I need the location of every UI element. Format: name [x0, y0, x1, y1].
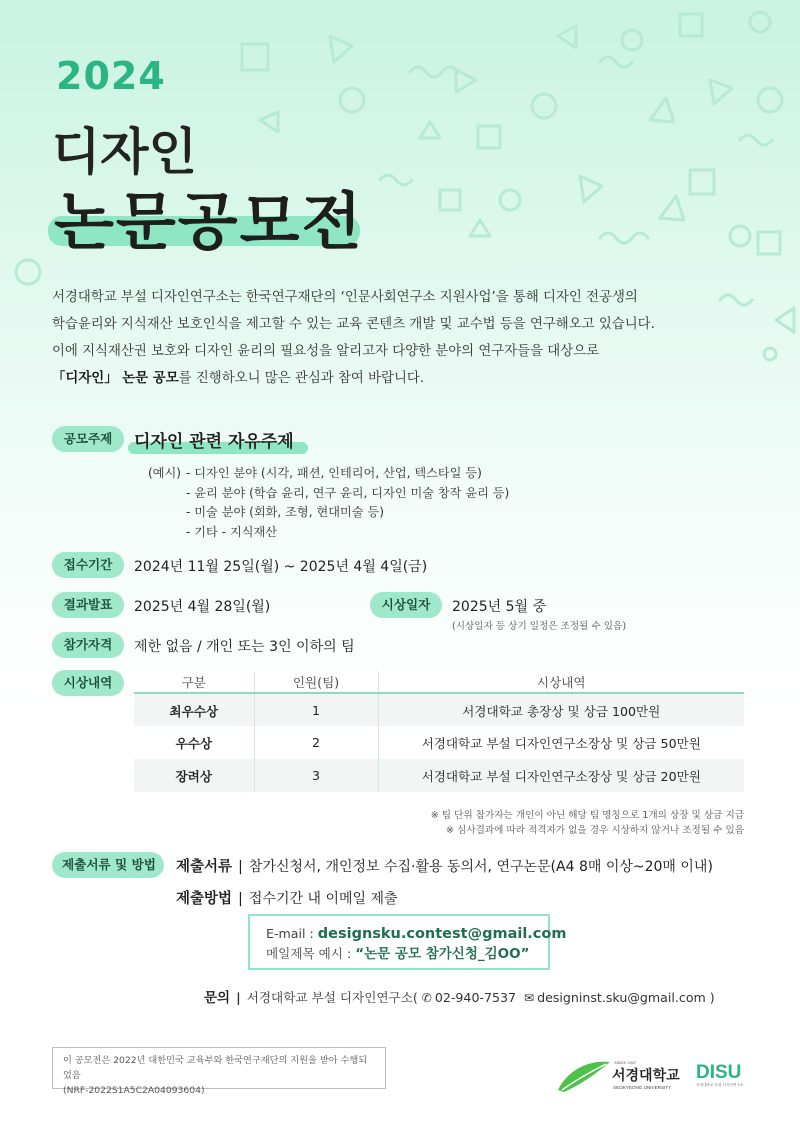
intro-text	[52, 284, 742, 392]
method-separator: |	[238, 891, 243, 907]
contact-org: 서경대학교 부설 디자인연구소(	[246, 990, 418, 1005]
award-date-note: (시상일자 등 상기 일정은 조정될 수 있음)	[452, 621, 627, 632]
col-header-award: 시상내역	[378, 671, 744, 693]
title-line2-wrap	[48, 172, 363, 261]
result-value: 2025년 4월 28일(월)	[134, 599, 271, 615]
footer-line2: (NRF-2022S1A5C2A04093604)	[63, 1085, 205, 1096]
prize-count: 1	[254, 693, 378, 726]
intro-line1: 서경대학교 부설 디자인연구소는 한국연구재단의 ‘인문사회연구소 지원사업’을 통해 디자인 전공생의	[52, 290, 638, 305]
example-item: - 미술 분야 (회화, 조형, 현대미술 등)	[186, 505, 384, 519]
prize-count: 3	[254, 759, 378, 792]
logo-since: SINCE 1947	[614, 1060, 637, 1065]
prize-table	[134, 671, 744, 792]
prize-award: 서경대학교 총장상 및 상금 100만원	[378, 693, 744, 726]
subject-label: 메일제목 예시 :	[266, 946, 352, 961]
prize-notes	[431, 808, 744, 838]
phone-icon: ✆	[421, 991, 432, 1005]
subject-line	[266, 944, 532, 964]
example-item: - 디자인 분야 (시각, 패션, 인테리어, 산업, 텍스타일 등)	[186, 466, 482, 480]
method-value: 접수기간 내 이메일 제출	[248, 891, 398, 907]
intro-line4	[52, 365, 742, 392]
example-label: (예시)	[148, 466, 182, 480]
method-label: 제출방법	[176, 891, 233, 907]
table-row	[134, 726, 744, 759]
prize-name: 장려상	[134, 759, 254, 792]
result-tag: 결과발표	[52, 592, 124, 618]
docs-separator: |	[238, 859, 243, 875]
intro-line3: 이에 지식재산권 보호와 디자인 윤리의 필요성을 알리고자 다양한 분야의 연구자들을 대상으로	[52, 344, 600, 359]
prize-award: 서경대학교 부설 디자인연구소장상 및 상금 20만원	[378, 759, 744, 792]
logo-disu-sub: 서경대학교 부설 디자인연구소	[696, 1083, 744, 1087]
contact-label: 문의	[204, 990, 231, 1006]
intro-line4-bold: 「디자인」 논문 공모	[52, 371, 179, 386]
contact-phone[interactable]: 02-940-7537	[434, 990, 517, 1005]
email-line	[266, 924, 567, 944]
example-list	[186, 464, 509, 542]
contact-row	[204, 986, 715, 1006]
title-line1: 디자인	[52, 123, 197, 181]
logo-disu-text: DISU	[696, 1062, 742, 1083]
topic-value: 디자인 관련 자유주제	[134, 432, 294, 452]
prize-count: 2	[254, 726, 378, 759]
year: 2024	[56, 54, 166, 98]
mail-icon: ✉	[524, 991, 535, 1005]
col-header-count: 인원(팀)	[254, 671, 378, 693]
col-header-category: 구분	[134, 671, 254, 693]
prize-note: ※ 심사결과에 따라 적격자가 없을 경우 시상하지 않거나 조정될 수 있음	[445, 825, 744, 836]
logo-sku-english: SEOKYEONG UNIVERSITY	[613, 1085, 672, 1090]
prize-award: 서경대학교 부설 디자인연구소장상 및 상금 50만원	[378, 726, 744, 759]
disu-logo	[694, 1058, 754, 1094]
contact-separator: |	[236, 990, 241, 1005]
docs-label: 제출서류	[176, 859, 233, 875]
example-item: - 윤리 분야 (학습 윤리, 연구 윤리, 디자인 미술 창작 윤리 등)	[186, 485, 510, 500]
docs-value: 참가신청서, 개인정보 수집·활용 동의서, 연구논문(A4 8매 이상~20매 이내)	[248, 859, 713, 875]
email-label: E-mail :	[266, 926, 314, 941]
subject-example: “논문 공모 참가신청_김OO”	[355, 946, 530, 962]
logo-sku-name: 서경대학교	[612, 1068, 680, 1084]
prizes-tag: 시상내역	[52, 670, 124, 696]
award-date-tag: 시상일자	[370, 592, 442, 618]
period-value: 2024년 11월 25일(월) ~ 2025년 4월 4일(금)	[134, 559, 428, 575]
title-line2: 논문공모전	[54, 185, 364, 258]
method-row	[176, 887, 398, 908]
footer-line1: 이 공모전은 2022년 대한민국 교육부와 한국연구재단의 지원을 받아 수행되었음	[63, 1055, 368, 1081]
table-row	[134, 759, 744, 792]
table-header-row	[134, 671, 744, 693]
email-box	[248, 914, 567, 970]
topic-tag: 공모주제	[52, 426, 124, 452]
eligibility-value: 제한 없음 / 개인 또는 3인 이하의 팀	[134, 639, 355, 655]
prize-name: 최우수상	[134, 693, 254, 726]
contact-email[interactable]: designinst.sku@gmail.com )	[537, 990, 715, 1005]
prize-name: 우수상	[134, 726, 254, 759]
intro-line4-rest: 를 진행하오니 많은 관심과 참여 바랍니다.	[178, 371, 425, 386]
period-tag: 접수기간	[52, 552, 124, 578]
eligibility-tag: 참가자격	[52, 632, 124, 658]
award-date-value: 2025년 5월 중	[452, 599, 547, 615]
footer-note	[52, 1047, 386, 1096]
table-row	[134, 693, 744, 726]
prize-note: ※ 팀 단위 참가자는 개인이 아닌 해당 팀 명칭으로 1개의 상장 및 상금 지급	[430, 810, 744, 821]
example-item: - 기타 - 지식재산	[186, 524, 278, 539]
seokyeong-university-logo	[556, 1056, 686, 1096]
docs-row	[176, 855, 713, 876]
email-address[interactable]: designsku.contest@gmail.com	[317, 926, 567, 942]
intro-line2: 학습윤리와 지식재산 보호인식을 제고할 수 있는 교육 콘텐츠 개발 및 교수법 등을 연구해오고 있습니다.	[52, 317, 655, 332]
submission-tag: 제출서류 및 방법	[52, 852, 164, 878]
